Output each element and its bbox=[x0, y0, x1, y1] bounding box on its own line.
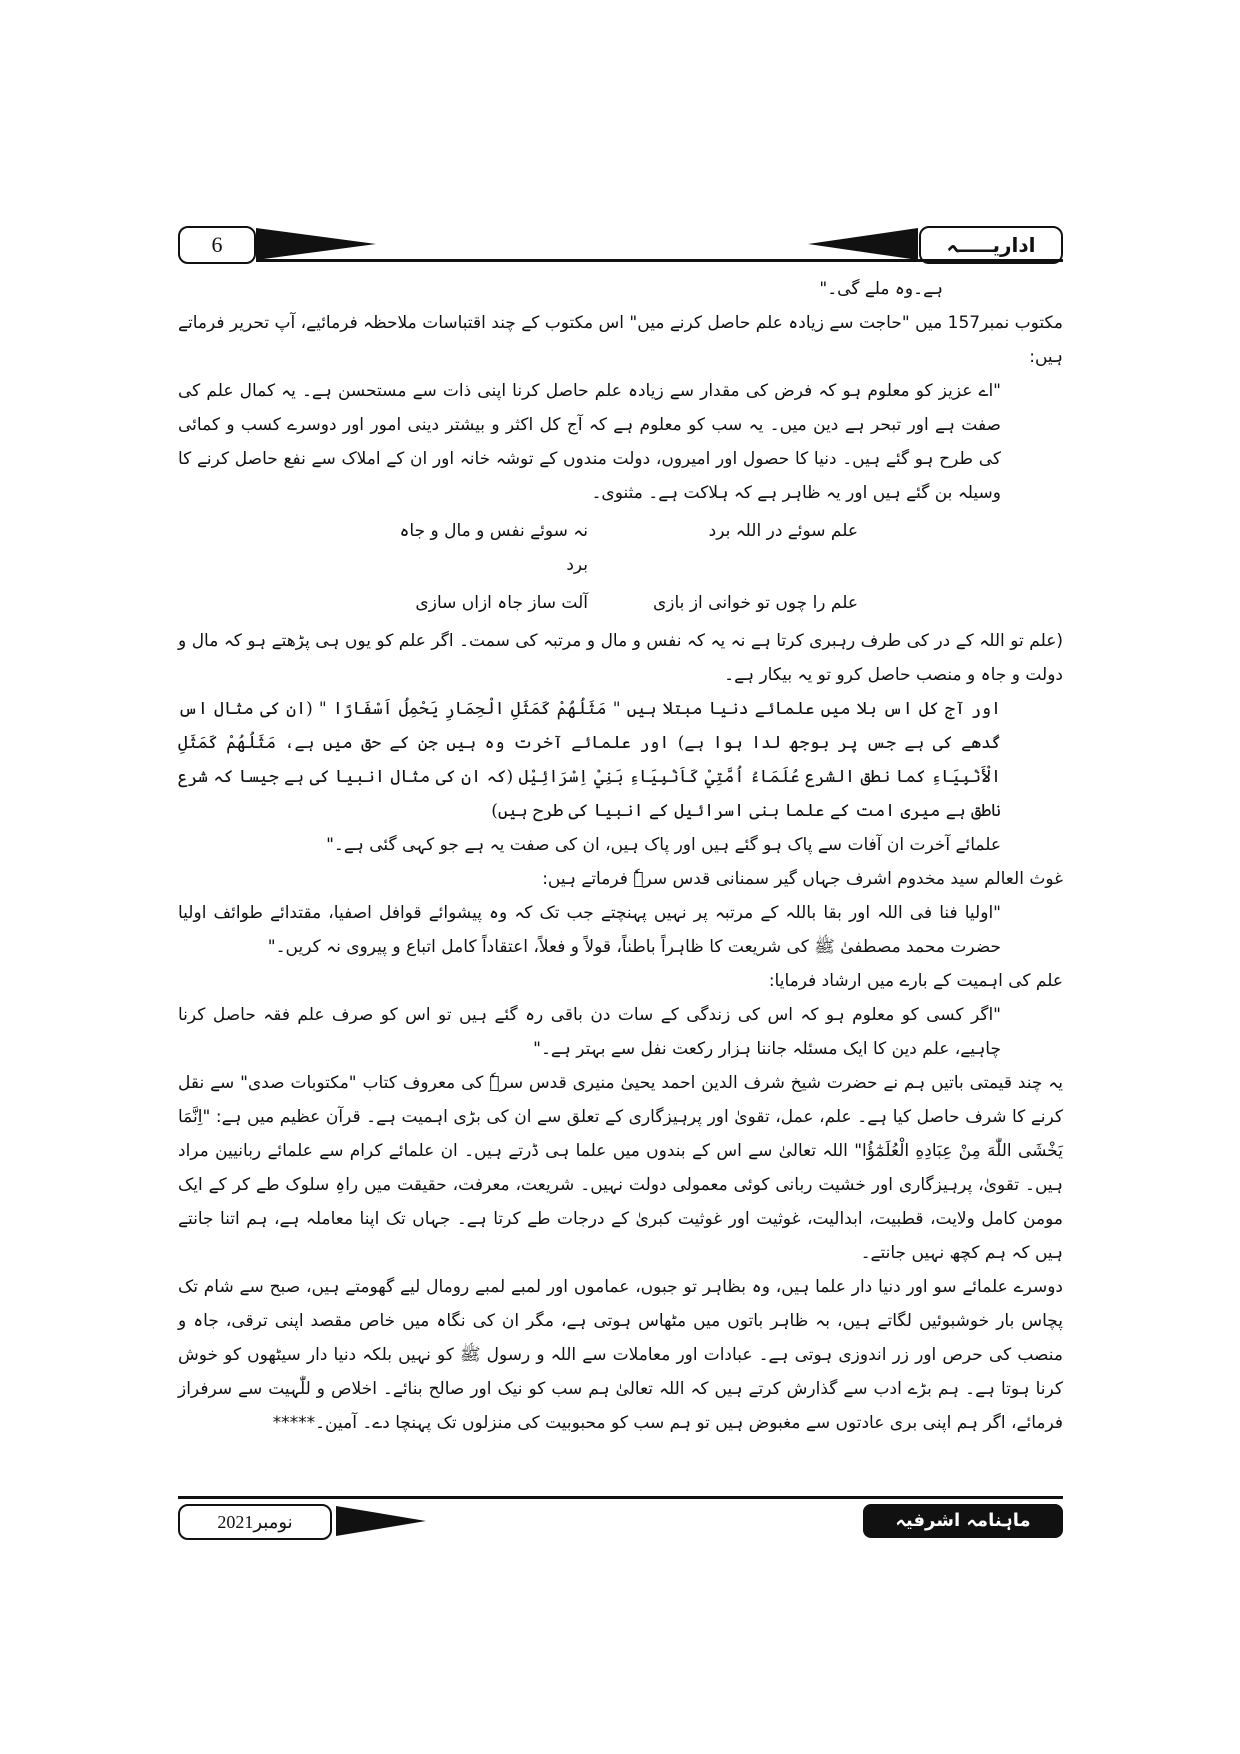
page-number: 6 bbox=[178, 226, 256, 264]
paragraph-continuation: ہے۔وہ ملے گی۔" bbox=[819, 279, 943, 299]
article-body bbox=[178, 272, 1063, 1440]
verse-row-1 bbox=[178, 514, 1063, 582]
paragraph-ghaus-ul-alam: غوث العالم سید مخدوم اشرف جہاں گیر سمنانی قدس سرہٗ فرماتے ہیں: bbox=[542, 869, 1063, 889]
header-right-wedge bbox=[808, 228, 918, 260]
magazine-name: ماہنامہ اشرفیہ bbox=[863, 1504, 1063, 1538]
paragraph-ilm-ahmiyat: علم کی اہمیت کے بارے میں ارشاد فرمایا: bbox=[768, 971, 1063, 991]
paragraph-quote-auliya: "اولیا فنا فی اللہ اور بقا باللہ کے مرتبہ پر نہیں پہنچتے جب تک کہ وہ پیشوائے قوافل اصفیا، مقتدائے طوائف اولیا حضرت محمد مصطفیٰ ﷺ کی شریعت کا ظاہراً باطناً، قولاً و فعلاً، اعتقاداً کامل اتباع و پیروی نہ کریں۔" bbox=[178, 903, 1001, 957]
paragraph-ulama-akhirat: علمائے آخرت ان آفات سے پاک ہو گئے ہیں اور پاک ہیں، ان کی صفت یہ ہے جو کہی گئی ہے۔" bbox=[326, 835, 1001, 855]
header-left-wedge bbox=[256, 228, 376, 260]
page-footer bbox=[178, 1496, 1063, 1540]
paragraph-quote-fiqh: "اگر کسی کو معلوم ہو کہ اس کی زندگی کے سات دن باقی رہ گئے ہیں تو اس کو صرف علم فقہ حاصل کرنا چاہیے، علم دین کا ایک مسئلہ جاننا ہزار رکعت نفل سے بہتر ہے۔" bbox=[178, 1005, 1001, 1059]
footer-wedge bbox=[336, 1506, 426, 1536]
page-header bbox=[178, 226, 1063, 262]
paragraph-ulama-su: دوسرے علمائے سو اور دنیا دار علما ہیں، وہ بظاہر تو جبوں، عماموں اور لمبے لمبے رومال لیے گھومتے ہیں، صبح سے شام تک پچاس بار خوشبوئیں لگاتے ہیں، بہ ظاہر باتوں میں مٹھاس ہوتی ہے، مگر ان کی نگاہ میں خاص مقصد اپنی ترقی، جاہ و منصب کی حرص اور زر اندوزی ہوتی ہے۔ عبادات اور معاملات سے اللہ و رسول ﷺ کو نہیں بلکہ دنیا دار سیٹھوں کو خوش کرنا ہوتا ہے۔ ہم بڑے ادب سے گذارش کرتے ہیں کہ اللہ تعالیٰ ہم سب کو نیک اور صالح بنائے۔ اخلاص و للّٰہیت سے سرفراز فرمائے، اگر ہم اپنی بری عادتوں سے مغبوض ہیں تو ہم سب کو محبوبیت کی منزلوں تک پہنچا دے۔ آمین۔***** bbox=[178, 1277, 1063, 1433]
verse-line-2b: آلت ساز جاہ ازاں سازی bbox=[415, 593, 588, 613]
paragraph-ulama-duniya: اور آج کل اس بلا میں علمائے دنیا مبتلا ہیں " مَثَلُهُمْ كَمَثَلِ الْحِمَارِ يَحْمِلُ اَسْفَارًا " (ان کی مثال اس گدھے کی ہے جس پر بوجھ لدا ہوا ہے) اور علمائے آخرت وہ ہیں جن کے حق میں ہے، مَثَلُهُمْ كَمَثَلِ الْأَنْبِيَاءِ كما نطق الشرع عُلَمَاءُ اُمَّتِيْ كَاَنْبِيَاءِ بَنِيْ اِسْرَائِيْل (کہ ان کی مثال انبیا کی ہے جیسا کہ شرع ناطق ہے میری امت کے علما بنی اسرائیل کے انبیا کی طرح ہیں) bbox=[178, 699, 1001, 821]
issue-date: نومبر2021 bbox=[178, 1504, 332, 1540]
masnavi-verse bbox=[178, 514, 1063, 620]
verse-row-2 bbox=[178, 586, 1063, 620]
verse-line-2a: علم را چوں تو خوانی از بازی bbox=[652, 593, 858, 613]
paragraph-verse-translation: (علم تو اللہ کے در کی طرف رہبری کرتا ہے نہ یہ کہ نفس و مال و مرتبہ کی سمت۔ اگر علم کو یوں ہی پڑھتے ہو کہ مال و دولت و جاہ و منصب حاصل کرو تو یہ بیکار ہے۔ bbox=[178, 631, 1063, 685]
verse-line-1b: نہ سوئے نفس و مال و جاہ برد bbox=[399, 521, 588, 575]
verse-line-1a: علم سوئے در اللہ برد bbox=[708, 521, 858, 541]
paragraph-quote-azeez: "اے عزیز کو معلوم ہو کہ فرض کی مقدار سے زیادہ علم حاصل کرنا اپنی ذات سے مستحسن ہے۔ یہ کمال علم کی صفت ہے اور تبحر ہے دین میں۔ یہ سب کو معلوم ہے کہ آج کل اکثر و بیشتر دینی امور اور دوسرے کسب و کمائی کی طرح ہو گئے ہیں۔ دنیا کا حصول اور امیروں، دولت مندوں کے توشہ خانہ اور ان کے املاک سے نفع حاصل کرنے کا وسیلہ بن گئے ہیں اور یہ ظاہر ہے کہ ہلاکت ہے۔ مثنوی۔ bbox=[178, 381, 1001, 503]
paragraph-maktub-157: مکتوب نمبر157 میں "حاجت سے زیادہ علم حاصل کرنے میں" اس مکتوب کے چند اقتباسات ملاحظہ فرمائیے، آپ تحریر فرماتے ہیں: bbox=[178, 313, 1063, 367]
section-title: اداریـــــہ bbox=[919, 226, 1063, 264]
paragraph-maktubat-sadi: یہ چند قیمتی باتیں ہم نے حضرت شیخ شرف الدین احمد یحییٰ منیری قدس سرہٗ کی معروف کتاب "مکتوبات صدی" سے نقل کرنے کا شرف حاصل کیا ہے۔ علم، عمل، تقویٰ اور پرہیزگاری کے تعلق سے ان کی بڑی اہمیت ہے۔ قرآن عظیم میں ہے: "اِنَّمَا يَخْشَى اللّٰهَ مِنْ عِبَادِهِ الْعُلَمٰٓؤُا" اللہ تعالیٰ سے اس کے بندوں میں علما ہی ڈرتے ہیں۔ ان علمائے کرام سے علمائے ربانیین مراد ہیں۔ تقویٰ، پرہیزگاری اور خشیت ربانی کوئی معمولی دولت نہیں۔ شریعت، معرفت، حقیقت میں راہِ سلوک طے کر کے ایک مومن کامل ولایت، قطبیت، ابدالیت، غوثیت اور غوثیت کبریٰ کے درجات طے کرتا ہے۔ جہاں تک اپنا معاملہ ہے، ہم اتنا جانتے ہیں کہ ہم کچھ نہیں جانتے۔ bbox=[178, 1073, 1063, 1263]
footer-rule bbox=[178, 1496, 1063, 1499]
